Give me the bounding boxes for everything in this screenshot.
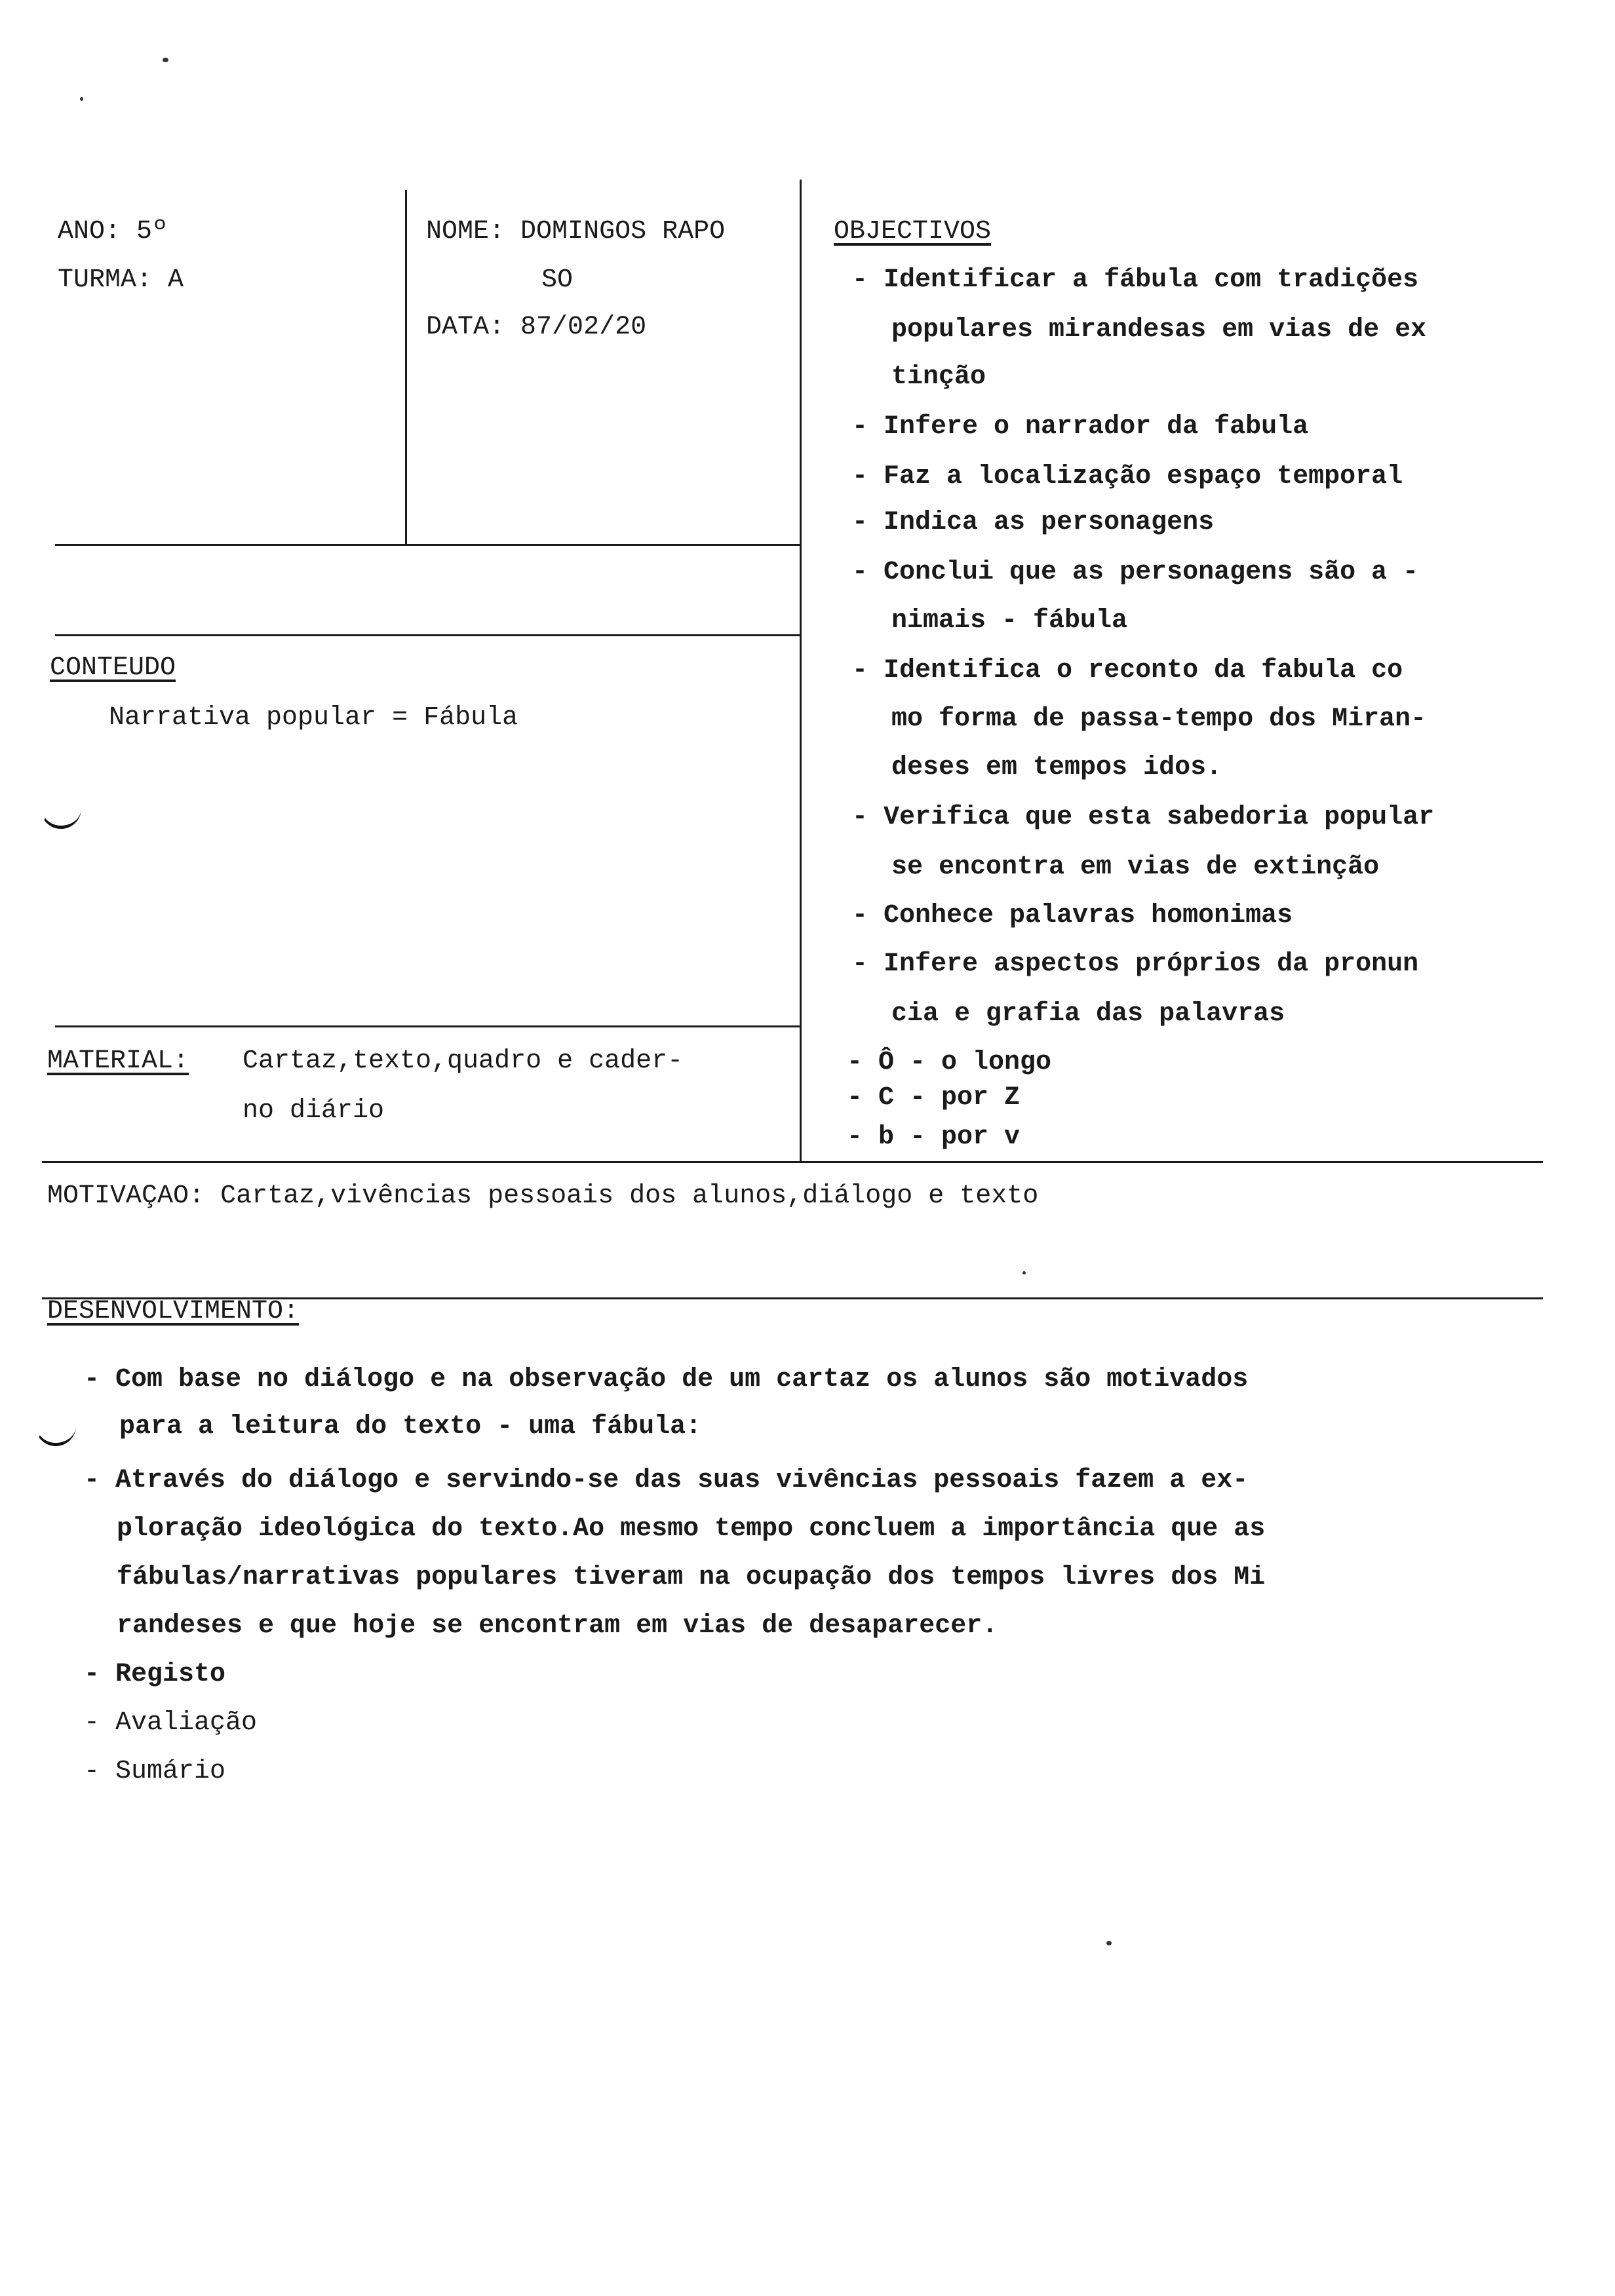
motivacao-top-line (42, 1161, 1543, 1163)
motivacao-label: MOTIVAÇAO: (47, 1181, 205, 1211)
objectivo-line: se encontra em vias de extinção (891, 852, 1380, 882)
nome-value: DOMINGOS RAPO (520, 217, 726, 246)
objectivo-line: cia e grafia das palavras (891, 999, 1285, 1029)
desenvolvimento-line: randeses e que hoje se encontram em vias de desaparecer. (117, 1611, 998, 1641)
turma-field (58, 257, 184, 304)
objectivo-line: - Infere o narrador da fabula (852, 412, 1309, 442)
objectivo-line: - C - por Z (847, 1083, 1021, 1113)
material-line-2: no diário (243, 1096, 385, 1126)
conteudo-text: Narrativa popular = Fábula (109, 703, 518, 733)
material-label (47, 1038, 189, 1085)
turma-value: A (168, 265, 184, 295)
desenvolvimento-line: para a leitura do texto - uma fábula: (119, 1412, 702, 1442)
data-field (426, 304, 646, 351)
objectivo-line: - Infere aspectos próprios da pronun (852, 949, 1419, 979)
objectivo-line: - Conhece palavras homonimas (852, 901, 1293, 930)
data-value: 87/02/20 (520, 313, 647, 342)
objectivo-line: - Identifica o reconto da fabula co (852, 656, 1403, 685)
material-label-text: MATERIAL: (47, 1046, 189, 1076)
desenvolvimento-line: - Com base no diálogo e na observação de um cartaz os alunos são motivados (84, 1365, 1249, 1394)
data-label: DATA: (426, 313, 505, 342)
conteudo-top-line (55, 634, 801, 636)
conteudo-label: CONTEUDO (50, 653, 176, 683)
desenvolvimento-line: - Através do diálogo e servindo-se das suas vivências pessoais fazem a ex- (84, 1466, 1249, 1495)
objectivo-line: populares mirandesas em vias de ex (891, 315, 1427, 345)
material-line-1: Cartaz,texto,quadro e cader- (243, 1046, 684, 1076)
ano-value: 5º (136, 217, 168, 246)
header-divider (405, 190, 407, 544)
objectivo-line: nimais - fábula (891, 606, 1128, 636)
desenvolvimento-label: DESENVOLVIMENTO: (47, 1297, 300, 1326)
nome-field (426, 208, 725, 256)
objectivo-line: - Verifica que esta sabedoria popular (852, 803, 1435, 832)
material-top-line (55, 1025, 801, 1027)
nome-value-continued: SO (541, 265, 574, 295)
desenvolvimento-line: ploração ideológica do texto.Ao mesmo tempo concluem a importância que as (117, 1514, 1266, 1544)
ink-speck (1106, 1941, 1112, 1945)
objectivo-line: - Indica as personagens (852, 508, 1215, 537)
nome-label: NOME: (426, 217, 505, 246)
objectivo-line: mo forma de passa-tempo dos Miran- (891, 704, 1427, 734)
objectivo-line: - b - por v (847, 1122, 1021, 1152)
ink-speck (163, 58, 168, 62)
ano-field (58, 208, 168, 256)
ink-speck (1022, 1271, 1026, 1274)
ink-speck (80, 97, 83, 101)
objectivos-label: OBJECTIVOS (834, 217, 992, 246)
ano-label: ANO: (58, 217, 121, 246)
desenvolvimento-line: - Avaliação (84, 1708, 258, 1738)
objectivo-line: tinção (891, 362, 986, 392)
objectivo-line: deses em tempos idos. (891, 753, 1222, 782)
desenvolvimento-line: - Registo (84, 1660, 226, 1689)
turma-label: TURMA: (58, 265, 153, 295)
desenvolvimento-line: - Sumário (84, 1757, 226, 1786)
check-mark-icon (41, 806, 81, 829)
objectivo-line: - Conclui que as personagens são a - (852, 558, 1419, 587)
check-mark-icon (35, 1423, 76, 1446)
header-bottom-line (55, 544, 801, 546)
desenvolvimento-line: fábulas/narrativas populares tiveram na ocupação dos tempos livres dos Mi (117, 1563, 1266, 1592)
objectivo-line: - Identificar a fábula com tradições (852, 265, 1419, 295)
objectivo-line: - Ô - o longo (847, 1048, 1052, 1077)
objectivo-line: - Faz a localização espaço temporal (852, 462, 1403, 491)
motivacao-field (47, 1173, 1038, 1220)
motivacao-text: Cartaz,vivências pessoais dos alunos,diálogo e texto (220, 1181, 1039, 1211)
column-divider (800, 180, 802, 1162)
